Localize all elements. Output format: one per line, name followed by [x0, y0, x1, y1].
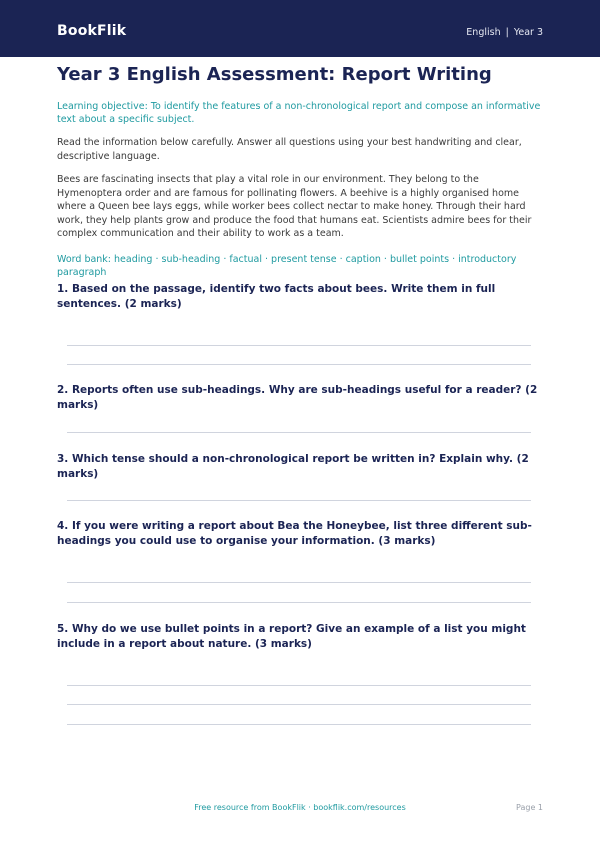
answer-line[interactable] — [67, 582, 531, 583]
brand-logo: BookFlik — [57, 23, 127, 39]
subject-label: English — [466, 27, 501, 38]
level-label: Year 3 — [513, 27, 543, 38]
question-3: 3. Which tense should a non-chronological report be written in? Explain why. (2 marks) — [57, 453, 529, 480]
intro-section — [57, 63, 543, 279]
answer-line[interactable] — [67, 500, 531, 501]
header-separator: | — [505, 27, 509, 38]
answer-line[interactable] — [67, 704, 531, 705]
page-title: Year 3 English Assessment: Report Writing — [57, 64, 492, 85]
word-bank: Word bank: heading · sub-heading · factual · present tense · caption · bullet points · introductory paragraph — [57, 253, 517, 278]
question-1: 1. Based on the passage, identify two facts about bees. Write them in full sentences. (2 marks) — [57, 283, 496, 310]
passage-text: Bees are fascinating insects that play a vital role in our environment. They belong to the Hymenoptera order and are famous for pollinating flowers. A beehive is a highly organised home where a Queen bee lays eggs, while worker bees collect nectar to make honey. Through their hard work, they help plants grow and produce the food that humans eat. Scientists admire bees for their complex communication and their ability to work as a team. — [57, 174, 532, 239]
instructions-text: Read the information below carefully. Answer all questions using your best handwriting and clear, descriptive language. — [57, 137, 522, 162]
answer-line[interactable] — [67, 602, 531, 603]
answer-line[interactable] — [67, 685, 531, 686]
answer-line[interactable] — [67, 345, 531, 346]
page-number: Page 1 — [516, 803, 543, 812]
page-footer — [0, 803, 600, 817]
answer-line[interactable] — [67, 364, 531, 365]
question-4: 4. If you were writing a report about Bea the Honeybee, list three different sub-headings you could use to organise your information. (3 marks) — [57, 520, 532, 547]
question-2: 2. Reports often use sub-headings. Why are sub-headings useful for a reader? (2 marks) — [57, 384, 538, 411]
question-5: 5. Why do we use bullet points in a report? Give an example of a list you might include in a report about nature. (3 marks) — [57, 623, 526, 650]
header-meta — [466, 27, 543, 38]
answer-line[interactable] — [67, 724, 531, 725]
answer-line[interactable] — [67, 432, 531, 433]
learning-objective: Learning objective: To identify the features of a non-chronological report and compose an informative text about a specific subject. — [57, 101, 541, 125]
footer-credit-link[interactable]: Free resource from BookFlik · bookflik.com/resources — [194, 803, 406, 812]
header-bar — [0, 0, 600, 57]
